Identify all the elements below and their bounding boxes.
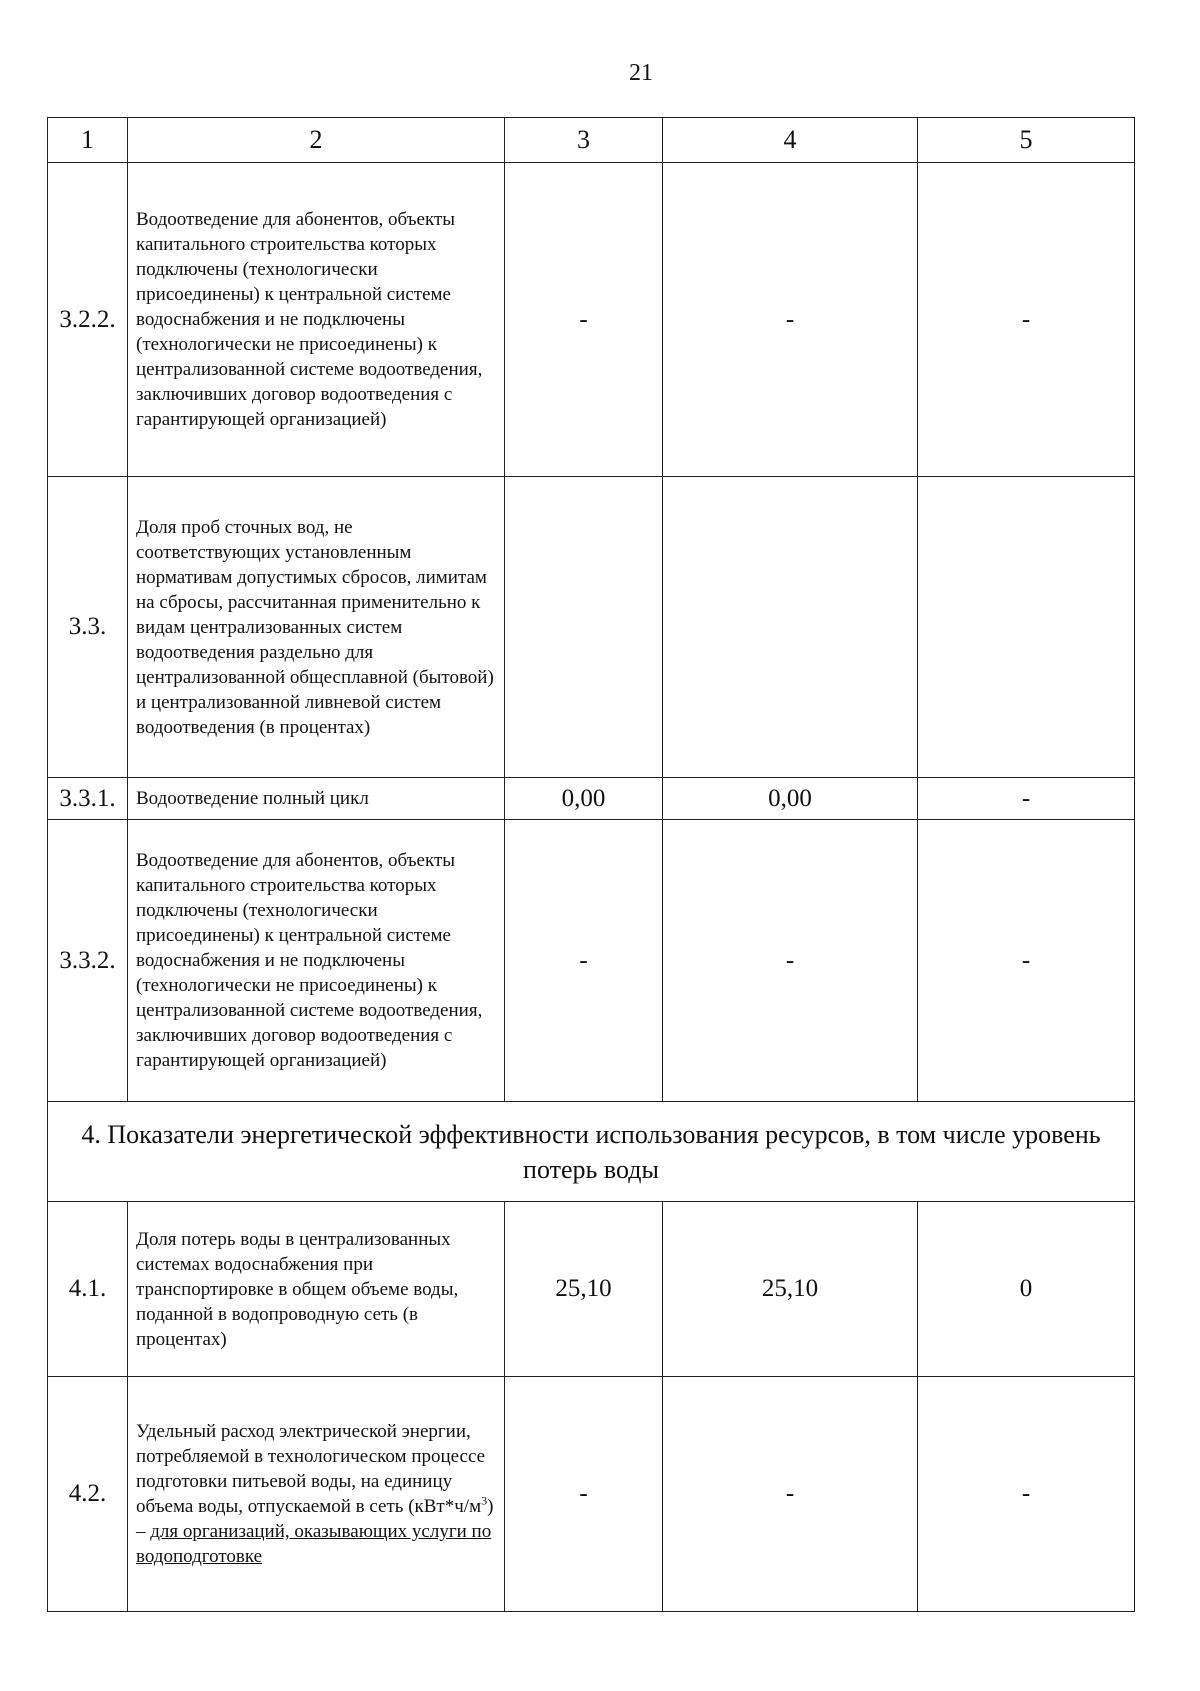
column-header-1: 1 (48, 118, 128, 163)
row-description: Водоотведение для абонентов, объекты капитального строительства которых подключены (технологически присоединены) к центральной системе водоснабжения и не подключены (технологически не присоединены) к централизованной системе водоотведения, заключивших договор водоотведения с гарантирующей организацией) (128, 163, 505, 477)
row-description-dash: ) – (136, 1496, 494, 1542)
table-row (48, 1202, 1135, 1377)
row-value-col5: - (918, 1377, 1135, 1612)
row-value-col4: 25,10 (663, 1202, 918, 1377)
row-value-col3: 0,00 (505, 778, 663, 820)
row-value-col5: - (918, 820, 1135, 1102)
table-row (48, 820, 1135, 1102)
row-number: 3.3.1. (48, 778, 128, 820)
table-row (48, 477, 1135, 778)
table-header-row (48, 118, 1135, 163)
row-description: Водоотведение для абонентов, объекты капитального строительства которых подключены (технологически присоединены) к центральной системе водоснабжения и не подключены (технологически не присоединены) к централизованной системе водоотведения, заключивших договор водоотведения с гарантирующей организацией) (128, 820, 505, 1102)
row-number: 3.3. (48, 477, 128, 778)
row-number: 3.3.2. (48, 820, 128, 1102)
row-number: 4.2. (48, 1377, 128, 1612)
row-description: Доля потерь воды в централизованных системах водоснабжения при транспортировке в общем объеме воды, поданной в водопроводную сеть (в процентах) (128, 1202, 505, 1377)
column-header-4: 4 (663, 118, 918, 163)
page-number: 21 (629, 60, 653, 86)
row-value-col3: 25,10 (505, 1202, 663, 1377)
row-description-underlined: для организаций, оказывающих услуги по водоподготовке (136, 1521, 492, 1567)
row-number: 3.2.2. (48, 163, 128, 477)
section-heading-row (48, 1102, 1135, 1202)
row-description: Водоотведение полный цикл (128, 778, 505, 820)
row-value-col4: 0,00 (663, 778, 918, 820)
row-value-col3: - (505, 163, 663, 477)
column-header-2: 2 (128, 118, 505, 163)
row-value-col4 (663, 477, 918, 778)
section-4-title: 4. Показатели энергетической эффективности использования ресурсов, в том числе уровень потерь воды (48, 1102, 1135, 1202)
row-value-col5 (918, 477, 1135, 778)
row-number: 4.1. (48, 1202, 128, 1377)
row-value-col3: - (505, 1377, 663, 1612)
row-value-col4: - (663, 820, 918, 1102)
row-value-col3 (505, 477, 663, 778)
table-row (48, 1377, 1135, 1612)
row-description (128, 1377, 505, 1612)
row-value-col3: - (505, 820, 663, 1102)
cubic-superscript: 3 (481, 1493, 488, 1508)
row-value-col5: - (918, 778, 1135, 820)
table-row (48, 163, 1135, 477)
row-value-col5: 0 (918, 1202, 1135, 1377)
row-description: Доля проб сточных вод, не соответствующих установленным нормативам допустимых сбросов, лимитам на сбросы, рассчитанная применительно к видам централизованных систем водоотведения раздельно для централизованной общесплавной (бытовой) и централизованной ливневой систем водоотведения (в процентах) (128, 477, 505, 778)
row-description-text: Удельный расход электрической энергии, потребляемой в технологическом процессе подготовки питьевой воды, на единицу объема воды, отпускаемой в сеть (кВт*ч/м (136, 1421, 486, 1517)
table-row (48, 778, 1135, 820)
row-value-col5: - (918, 163, 1135, 477)
column-header-3: 3 (505, 118, 663, 163)
indicators-table (47, 117, 1135, 1612)
row-value-col4: - (663, 163, 918, 477)
row-value-col4: - (663, 1377, 918, 1612)
column-header-5: 5 (918, 118, 1135, 163)
